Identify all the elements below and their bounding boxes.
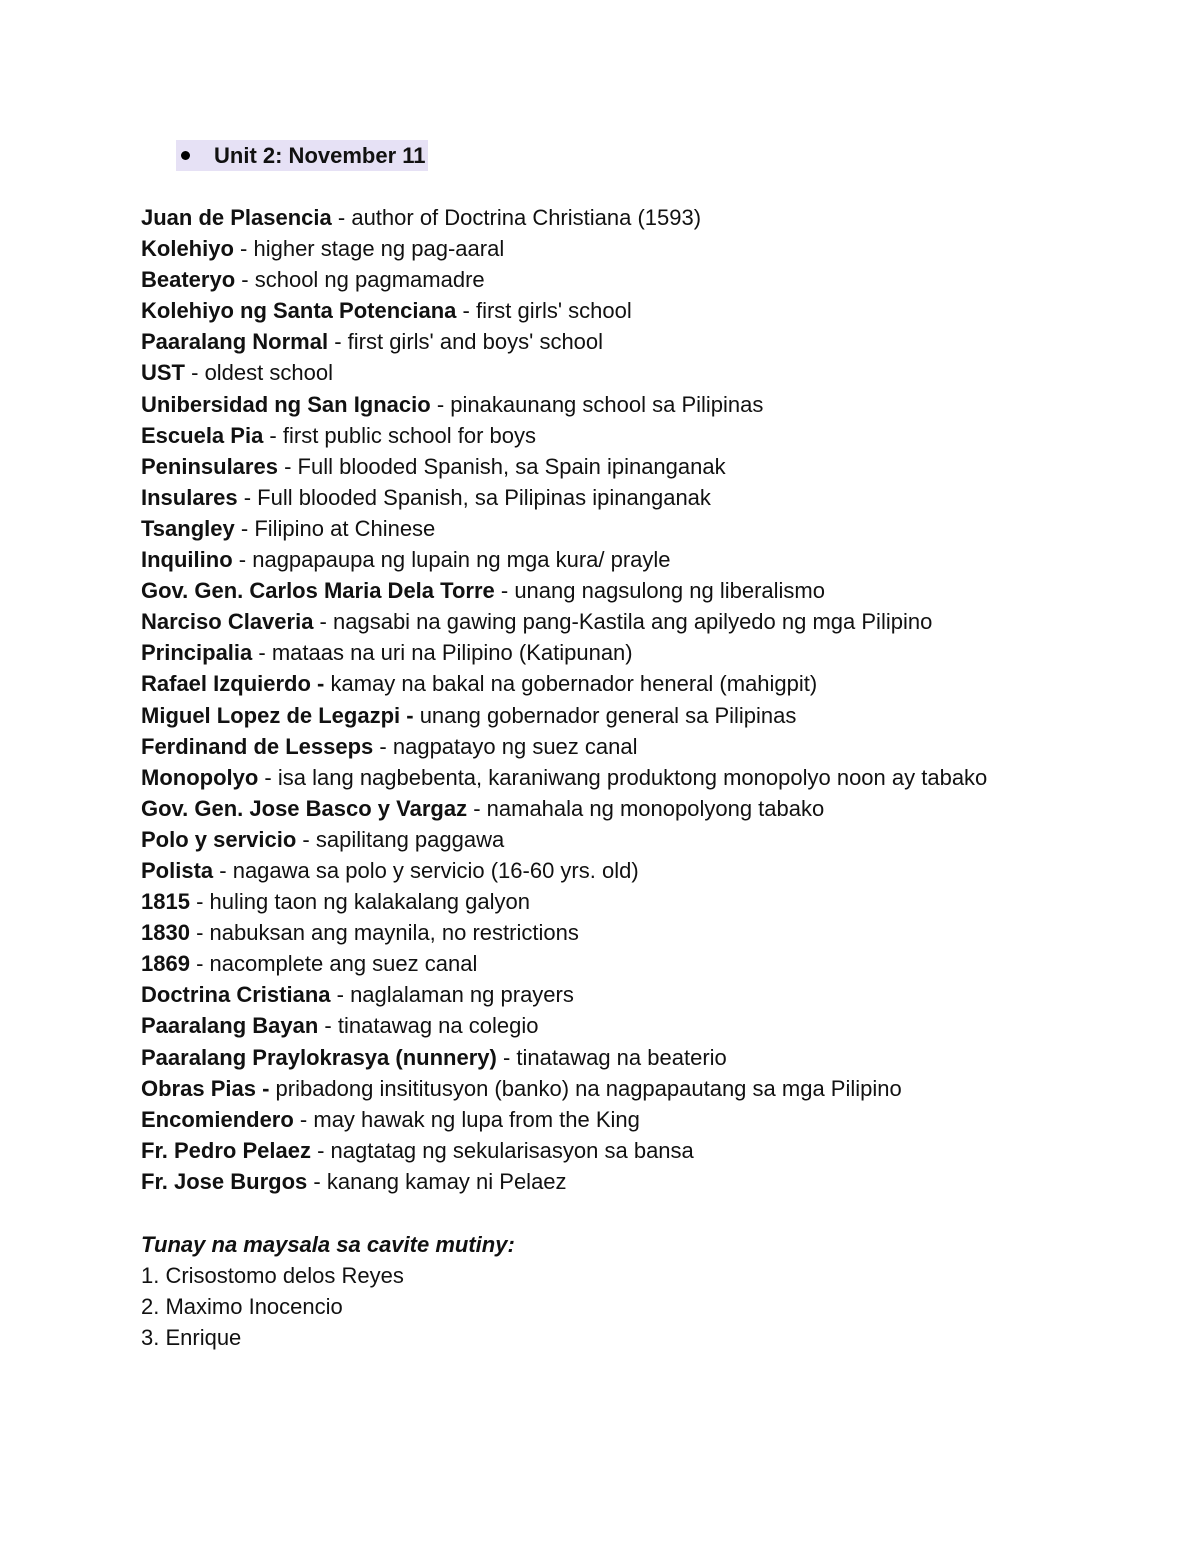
term-label: UST: [141, 360, 185, 386]
term-row: [141, 389, 987, 420]
mutiny-list-item: 3. Enrique: [141, 1325, 242, 1350]
term-row: [141, 451, 987, 482]
term-separator: -: [235, 267, 255, 293]
term-separator: -: [313, 609, 333, 635]
term-label: Polista: [141, 857, 214, 883]
term-label: Fr. Pedro Pelaez: [141, 1137, 311, 1163]
term-separator: -: [328, 329, 348, 355]
term-label: Escuela Pia: [141, 422, 264, 448]
term-separator: -: [310, 1137, 331, 1163]
term-label: Polo y servicio: [141, 826, 297, 852]
term-label: 1869: [141, 951, 190, 977]
term-row: [141, 1166, 987, 1197]
term-separator: -: [277, 453, 298, 479]
term-separator: -: [318, 1013, 338, 1039]
term-label: Ferdinand de Lesseps: [141, 733, 374, 759]
term-row: [141, 886, 987, 917]
term-label: Gov. Gen. Carlos Maria Dela Torre: [141, 578, 495, 604]
term-definition: tinatawag na beaterio: [516, 1044, 727, 1070]
term-row: [141, 295, 987, 326]
term-label: Narciso Claveria: [141, 609, 314, 635]
term-definition: higher stage ng pag-aaral: [253, 236, 505, 262]
term-definition: nagsabi na gawing pang-Kastila ang apilyedo ng mga Pilipino: [333, 609, 933, 635]
term-definition: school ng pagmamadre: [254, 267, 485, 293]
mutiny-list: [141, 1260, 404, 1353]
unit-heading: [176, 140, 428, 171]
term-label: Doctrina Cristiana: [141, 982, 331, 1008]
mutiny-list-item: 2. Maximo Inocencio: [141, 1294, 343, 1319]
term-separator: -: [496, 1044, 517, 1070]
term-separator: -: [189, 951, 210, 977]
term-label: Monopolyo: [141, 764, 259, 790]
term-row: [141, 1104, 987, 1135]
mutiny-heading: Tunay na maysala sa cavite mutiny:: [141, 1232, 515, 1257]
term-separator: -: [237, 484, 258, 510]
term-separator: -: [233, 236, 254, 262]
term-definition: nagawa sa polo y servicio (16-60 yrs. old): [232, 857, 639, 883]
term-row: [141, 700, 987, 731]
term-row: [141, 731, 987, 762]
term-label: Principalia: [141, 640, 253, 666]
term-separator: -: [258, 764, 278, 790]
term-label: Beateryo: [141, 267, 236, 293]
term-separator: -: [456, 298, 476, 324]
term-definition: oldest school: [204, 360, 333, 386]
term-separator: -: [189, 889, 210, 915]
term-row: [141, 357, 987, 388]
term-row: [141, 762, 987, 793]
term-label: Encomiendero: [141, 1106, 294, 1132]
term-definition: may hawak ng lupa from the King: [313, 1106, 640, 1132]
term-definition: tinatawag na colegio: [337, 1013, 539, 1039]
term-definition: sapilitang paggawa: [315, 826, 505, 852]
term-separator: -: [373, 733, 393, 759]
term-separator: -: [234, 515, 255, 541]
term-label: Juan de Plasencia: [141, 205, 332, 230]
term-separator: -: [189, 920, 210, 946]
term-row: [141, 1135, 987, 1166]
term-label: Paaralang Normal: [141, 329, 329, 355]
term-label: Fr. Jose Burgos: [141, 1168, 308, 1194]
term-row: [141, 326, 987, 357]
term-definition: nagtatag ng sekularisasyon sa bansa: [330, 1137, 694, 1163]
term-row: [141, 1073, 987, 1104]
term-row: [141, 637, 987, 668]
term-row: [141, 575, 987, 606]
term-definition: first girls' and boys' school: [347, 329, 604, 355]
term-definition: unang gobernador general sa Pilipinas: [419, 702, 797, 728]
term-separator: -: [430, 391, 451, 417]
term-row: [141, 544, 987, 575]
bullet-icon: [181, 151, 190, 160]
term-definition: huling taon ng kalakalang galyon: [209, 889, 530, 915]
term-label: Rafael Izquierdo -: [141, 671, 325, 697]
term-definition: Filipino at Chinese: [254, 515, 436, 541]
term-definition: namahala ng monopolyong tabako: [486, 795, 825, 821]
term-row: [141, 917, 987, 948]
term-separator: -: [307, 1168, 327, 1194]
term-row: [141, 513, 987, 544]
term-row: [141, 606, 987, 637]
term-label: Peninsulares: [141, 453, 278, 479]
term-row: [141, 482, 987, 513]
term-separator: -: [232, 547, 253, 573]
term-separator: -: [331, 205, 352, 230]
term-definition: kanang kamay ni Pelaez: [326, 1168, 567, 1194]
term-row: [141, 233, 987, 264]
term-definition: nagpatayo ng suez canal: [392, 733, 638, 759]
term-separator: -: [252, 640, 272, 666]
term-definition: pribadong insititusyon (banko) na nagpapautang sa mga Pilipino: [275, 1075, 902, 1101]
terms-list: [141, 202, 987, 1197]
term-row: [141, 202, 987, 233]
term-label: Inquilino: [141, 547, 233, 573]
term-definition: isa lang nagbebenta, karaniwang produktong monopolyo noon ay tabako: [277, 764, 988, 790]
term-separator: -: [263, 422, 283, 448]
term-row: [141, 979, 987, 1010]
term-label: Kolehiyo: [141, 236, 234, 262]
unit-heading-text: Unit 2: November 11: [214, 142, 426, 168]
term-definition: naglalaman ng prayers: [350, 982, 574, 1008]
term-definition: first public school for boys: [282, 422, 536, 448]
term-row: [141, 793, 987, 824]
term-label: Tsangley: [141, 515, 235, 541]
term-definition: unang nagsulong ng liberalismo: [514, 578, 825, 604]
term-label: 1830: [141, 920, 190, 946]
term-definition: nagpapaupa ng lupain ng mga kura/ prayle: [252, 547, 671, 573]
term-row: [141, 824, 987, 855]
term-row: [141, 264, 987, 295]
term-label: Obras Pias -: [141, 1075, 270, 1101]
term-row: [141, 1010, 987, 1041]
term-row: [141, 1042, 987, 1073]
term-label: Insulares: [141, 484, 238, 510]
term-definition: kamay na bakal na gobernador heneral (mahigpit): [330, 671, 818, 697]
term-label: 1815: [141, 889, 190, 915]
term-separator: -: [213, 857, 233, 883]
term-row: [141, 948, 987, 979]
term-definition: author of Doctrina Christiana (1593): [351, 205, 702, 230]
mutiny-list-item: 1. Crisostomo delos Reyes: [141, 1263, 404, 1288]
term-definition: nacomplete ang suez canal: [209, 951, 478, 977]
term-label: Paaralang Praylokrasya (nunnery): [141, 1044, 497, 1070]
term-definition: nabuksan ang maynila, no restrictions: [209, 920, 579, 946]
term-row: [141, 855, 987, 886]
term-separator: -: [467, 795, 487, 821]
term-label: Miguel Lopez de Legazpi -: [141, 702, 414, 728]
term-label: Unibersidad ng San Ignacio: [141, 391, 431, 417]
term-definition: mataas na uri na Pilipino (Katipunan): [271, 640, 633, 666]
term-separator: -: [293, 1106, 314, 1132]
term-separator: -: [296, 826, 316, 852]
term-separator: -: [330, 982, 351, 1008]
term-separator: -: [494, 578, 515, 604]
term-label: Paaralang Bayan: [141, 1013, 319, 1039]
term-definition: first girls' school: [475, 298, 632, 324]
term-row: [141, 668, 987, 699]
term-definition: Full blooded Spanish, sa Pilipinas ipinanganak: [257, 484, 711, 510]
term-definition: pinakaunang school sa Pilipinas: [450, 391, 764, 417]
term-separator: -: [185, 360, 205, 386]
term-row: [141, 420, 987, 451]
term-label: Gov. Gen. Jose Basco y Vargaz: [141, 795, 468, 821]
term-definition: Full blooded Spanish, sa Spain ipinanganak: [297, 453, 726, 479]
term-label: Kolehiyo ng Santa Potenciana: [141, 298, 457, 324]
